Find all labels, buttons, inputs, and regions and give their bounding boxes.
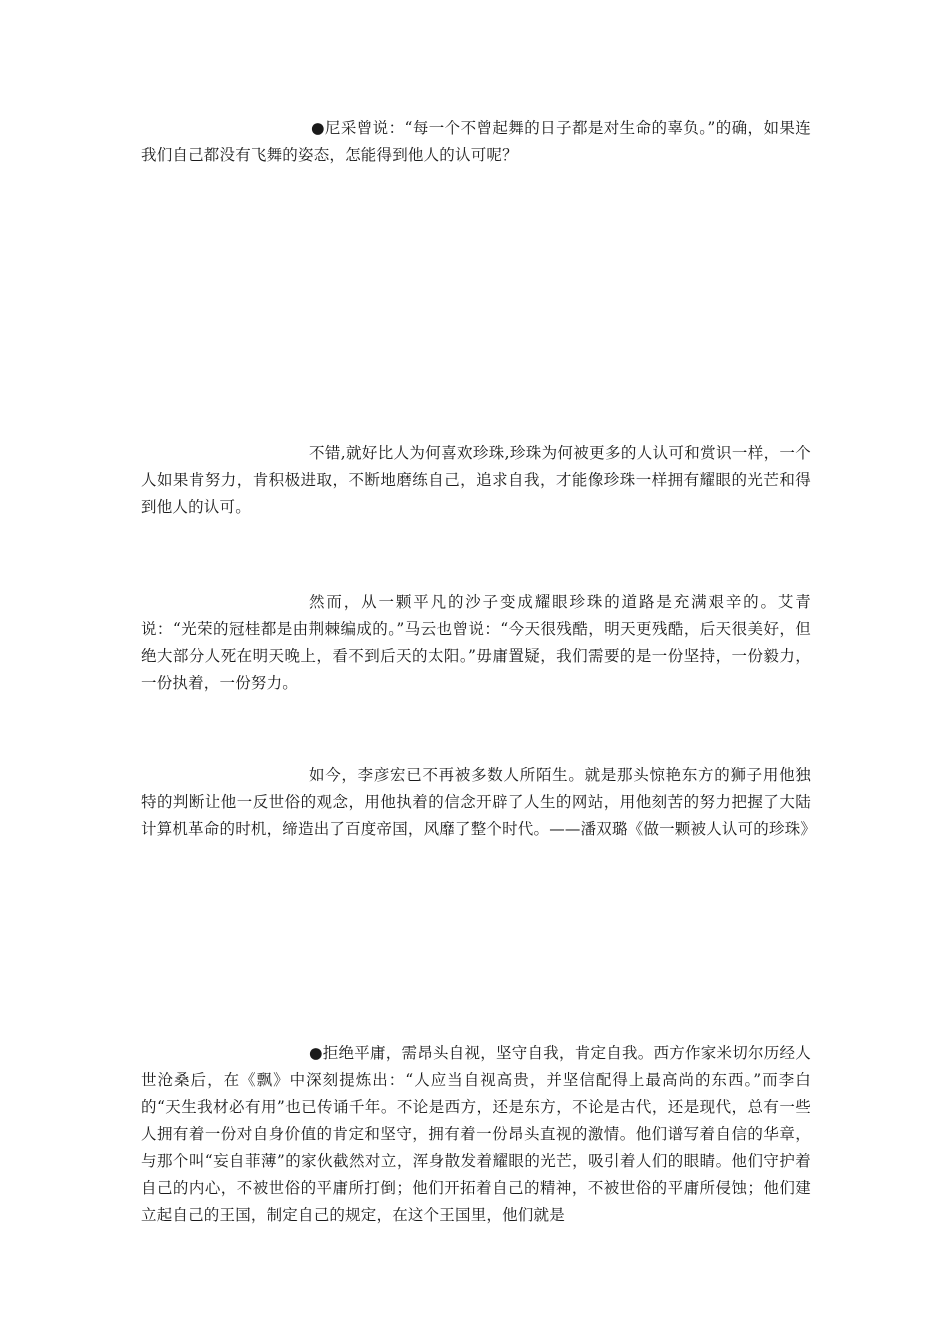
paragraph-hardship: 然而，从一颗平凡的沙子变成耀眼珍珠的道路是充满艰辛的。艾青说：“光荣的冠桂都是由荆棘编成的。”马云也曾说：“今天很残酷，明天更残酷，后天很美好，但绝大部分人死在明天晚上，看不到后天的太阳。”毋庸置疑，我们需要的是一份坚持，一份毅力，一份执着，一份努力。 (141, 593, 811, 692)
paragraph-pearl-analogy: 不错,就好比人为何喜欢珍珠,珍珠为何被更多的人认可和赏识一样，一个人如果肯努力，肯积极进取，不断地磨练自己，追求自我，才能像珍珠一样拥有耀眼的光芒和得到他人的认可。 (141, 444, 811, 516)
paragraph-li-yanhong: 如今，李彦宏已不再被多数人所陌生。就是那头惊艳东方的狮子用他独特的判断让他一反世俗的观念，用他执着的信念开辟了人生的网站，用他刻苦的努力把握了大陆计算机革命的时机，缔造出了百度帝国，风靡了整个时代。——潘双璐《做一颗被人认可的珍珠》 (141, 766, 817, 838)
paragraph-nietzsche-quote: ●尼采曾说：“每一个不曾起舞的日子都是对生命的辜负。”的确，如果连我们自己都没有飞舞的姿态，怎能得到他人的认可呢？ (141, 119, 811, 164)
paragraph-reject-mediocrity: ●拒绝平庸，需昂头自视，坚守自我，肯定自我。西方作家米切尔历经人世沧桑后，在《飘》中深刻提炼出：“人应当自视高贵，并坚信配得上最高尚的东西。”而李白的“天生我材必有用”也已传诵千年。不论是西方，还是东方，不论是古代，还是现代，总有一些人拥有着一份对自身价值的肯定和坚守，拥有着一份昂头直视的激情。他们谱写着自信的华章，与那个叫“妄自菲薄”的家伙截然对立，浑身散发着耀眼的光芒，吸引着人们的眼睛。他们守护着自己的内心，不被世俗的平庸所打倒；他们开拓着自己的精神，不被世俗的平庸所侵蚀；他们建立起自己的王国，制定自己的规定，在这个王国里，他们就是 (141, 1044, 811, 1224)
